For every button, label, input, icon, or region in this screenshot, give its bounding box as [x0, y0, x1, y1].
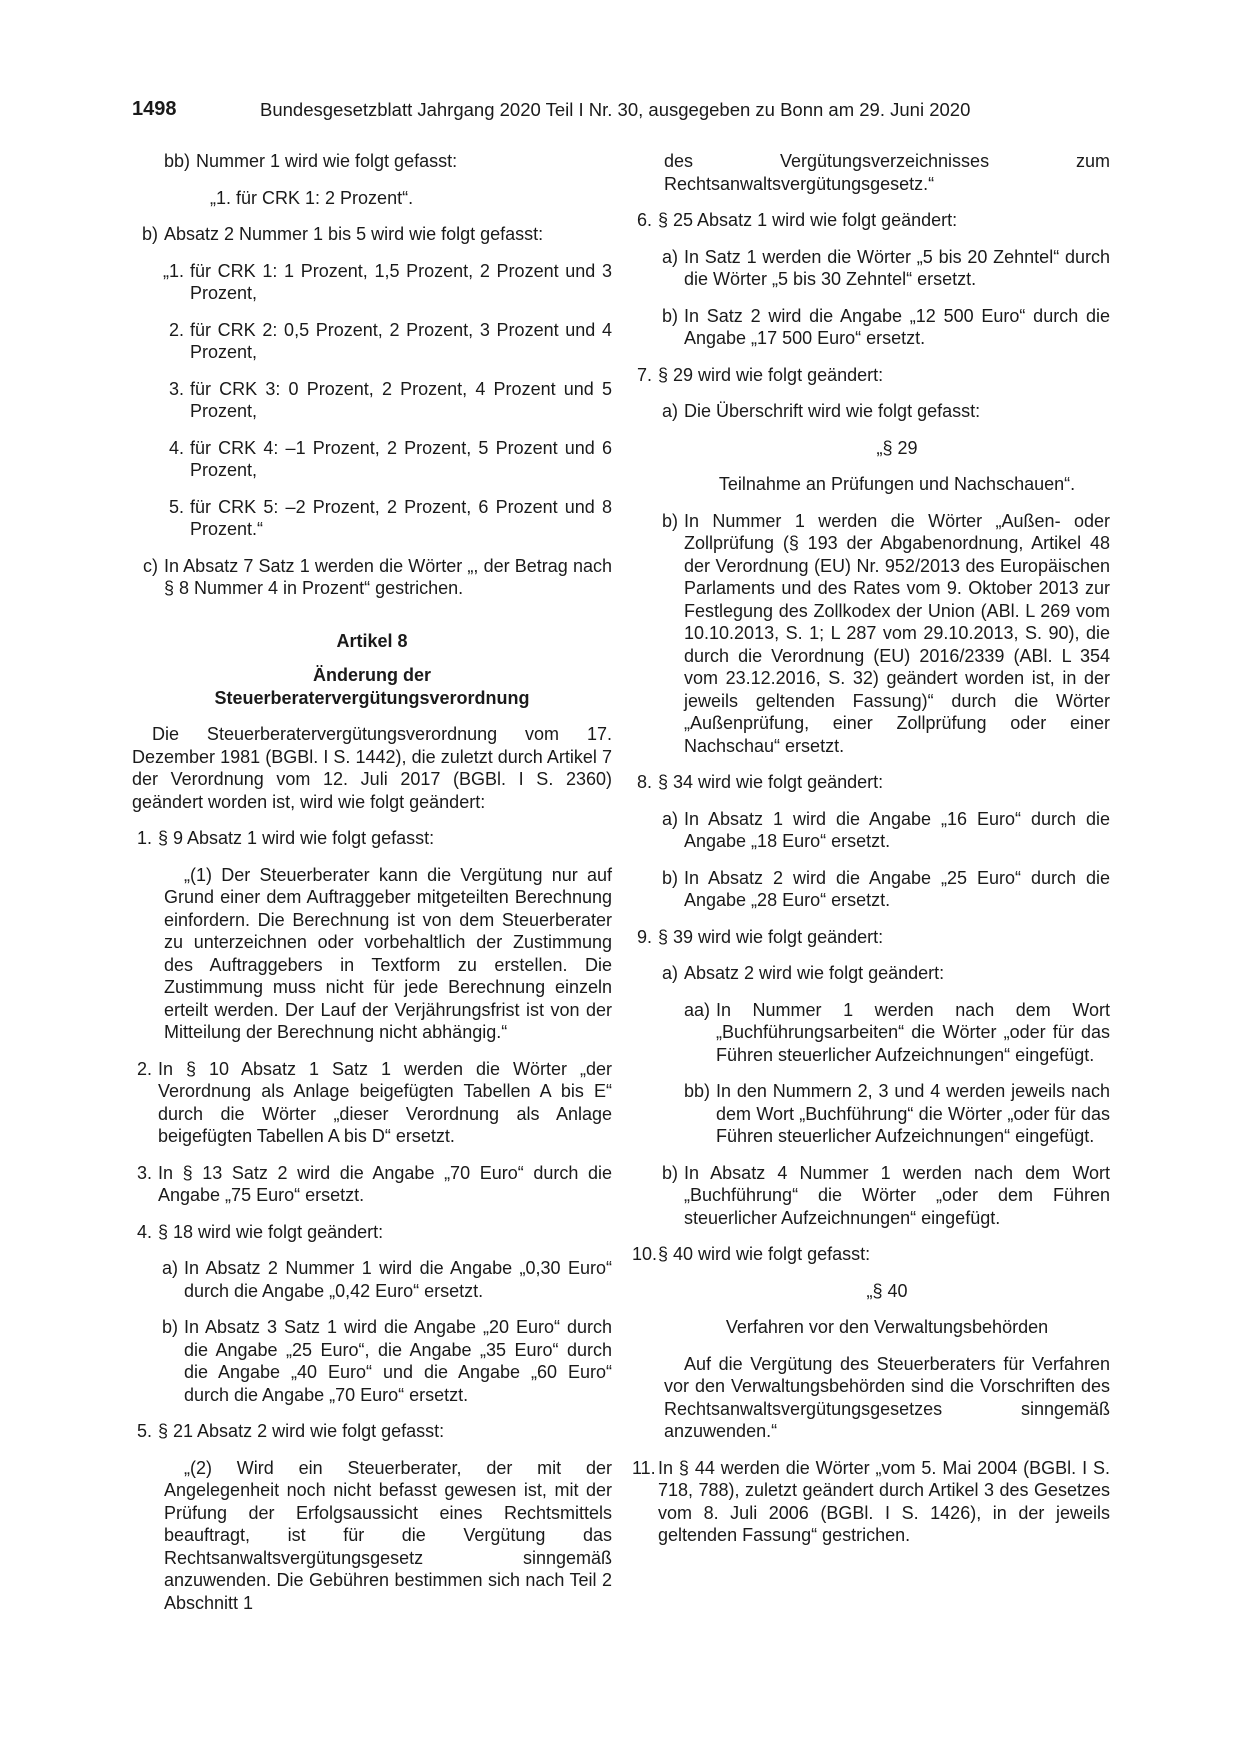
- article-intro: Die Steuerberatervergütungsverordnung vom 17. Dezember 1981 (BGBl. I S. 1442), die zuletzt durch Artikel 7 der Verordnung vom 12. Juli 2017 (BGBl. I S. 2360) geändert worden ist, wird wie folgt geändert:: [132, 724, 612, 812]
- crk-number: 2.: [168, 319, 184, 340]
- crk-item: [132, 319, 612, 364]
- quoted-text: „(1) Der Steuerberater kann die Vergütung nur auf Grund einer dem Auftraggeber mitgeteilten Berechnung einfordern. Die Berechnung ist von dem Steuerberater zu unterzeichnen oder vorbehaltlich der Zustimmung des Auftraggebers in Textform zu erstellen. Die Zustimmung muss nicht für jede Berechnung einzeln erteilt werden. Der Lauf der Verjährungsfrist ist von der Mitteilung der Berechnung nicht abhängig.“: [164, 864, 612, 1042]
- item-text: In Absatz 2 Nummer 1 wird die Angabe „0,30 Euro“ durch die Angabe „0,42 Euro“ ersetzt.: [184, 1258, 612, 1301]
- list-item-8: [632, 771, 1110, 794]
- list-item-c: [132, 555, 612, 600]
- list-item-9: [632, 926, 1110, 949]
- item-label: c): [143, 555, 158, 576]
- item-label: 4.: [136, 1221, 152, 1242]
- item-text: Absatz 2 Nummer 1 bis 5 wird wie folgt gefasst:: [164, 224, 544, 244]
- item-text: § 29 wird wie folgt geändert:: [658, 364, 884, 385]
- list-item-2: [132, 1058, 612, 1148]
- list-item-6: [632, 209, 1110, 232]
- item-label: b): [661, 305, 678, 326]
- quoted-text: „1. für CRK 1: 2 Prozent“.: [210, 187, 414, 208]
- item-text: In Absatz 1 wird die Angabe „16 Euro“ durch die Angabe „18 Euro“ ersetzt.: [684, 808, 1110, 851]
- article-title-line-2: Steuerberatervergütungsverordnung: [214, 687, 530, 708]
- item-label: b): [661, 510, 678, 531]
- item-text: § 39 wird wie folgt geändert:: [658, 926, 884, 947]
- item-text: In § 13 Satz 2 wird die Angabe „70 Euro“ durch die Angabe „75 Euro“ ersetzt.: [158, 1162, 612, 1205]
- quoted-text: Auf die Vergütung des Steuerberaters für Verfahren vor den Verwaltungsbehörden sind die Vorschriften des Rechtsanwaltsvergütungsgesetzes sinngemäß anzuwenden.“: [664, 1353, 1110, 1441]
- item-label: 1.: [136, 828, 152, 848]
- section-title: Verfahren vor den Verwaltungsbehörden: [725, 1317, 1049, 1337]
- item-label: 3.: [136, 1162, 152, 1183]
- list-item-1: [132, 827, 612, 850]
- item-text: In Absatz 4 Nummer 1 werden nach dem Wort „Buchführung“ die Wörter „oder dem Führen steuerlicher Aufzeichnungen“ eingefügt.: [684, 1162, 1110, 1228]
- crk-item: [132, 496, 612, 541]
- crk-number: 4.: [168, 437, 184, 458]
- list-item-9aa: [632, 999, 1110, 1067]
- item-text: In § 10 Absatz 1 Satz 1 werden die Wörter „der Verordnung als Anlage beigefügten Tabellen A bis E“ durch die Wörter „dieser Verordnung als Anlage beigefügten Tabellen A bis D“ ersetzt.: [158, 1058, 612, 1146]
- item-label: 7.: [636, 364, 652, 385]
- list-item-3: [132, 1162, 612, 1207]
- article-heading: Artikel 8: [336, 630, 408, 651]
- item-label: 8.: [636, 772, 652, 792]
- right-column: [632, 150, 1110, 1561]
- item-label: b): [141, 224, 158, 244]
- item-text: In Nummer 1 werden die Wörter „Außen- oder Zollprüfung (§ 193 der Abgabenordnung, Artikel 48 der Verordnung (EU) Nr. 952/2013 des Europäischen Parlaments und des Rates vom 9. Oktober 2013 zur Festlegung des Zollkodex der Union (ABl. L 269 vom 10.10.2013, S. 1; L 287 vom 29.10.2013, S. 90), die durch die Verordnung (EU) 2016/2339 (ABl. L 354 vom 23.12.2016, S. 32) geändert worden ist, in der jeweils geltenden Fassung)“ durch die Wörter „Außenprüfung, einer Zollprüfung oder einer Nachschau“ ersetzt.: [684, 510, 1110, 756]
- item-text: Nummer 1 wird wie folgt gefasst:: [196, 151, 458, 171]
- list-item-6a: [632, 246, 1110, 291]
- list-item-8b: [632, 867, 1110, 912]
- item-label: aa): [684, 999, 711, 1020]
- page-number: 1498: [132, 98, 177, 120]
- crk-text: für CRK 5: –2 Prozent, 2 Prozent, 6 Prozent und 8 Prozent.“: [190, 496, 612, 539]
- item-text: Absatz 2 wird wie folgt geändert:: [684, 963, 945, 983]
- item-label: 6.: [636, 210, 652, 230]
- crk-item: [132, 260, 612, 305]
- crk-item: [132, 437, 612, 482]
- crk-item: [132, 378, 612, 423]
- item-label: bb): [164, 151, 191, 171]
- item-label: 11.: [632, 1457, 656, 1478]
- continued-text: des Vergütungsverzeichnisses zum Rechtsanwaltsvergütungsgesetz.“: [664, 151, 1110, 194]
- left-column: [132, 150, 612, 1614]
- item-text: § 34 wird wie folgt geändert:: [658, 772, 884, 792]
- crk-text: für CRK 1: 1 Prozent, 1,5 Prozent, 2 Prozent und 3 Prozent,: [190, 260, 612, 303]
- list-item-7a: [632, 400, 1110, 423]
- item-text: In § 44 werden die Wörter „vom 5. Mai 2004 (BGBl. I S. 718, 788), zuletzt geändert durch Artikel 3 des Gesetzes vom 8. Juli 2006 (BGBl. I S. 1426), in der jeweils geltenden Fassung“ gestrichen.: [658, 1457, 1110, 1545]
- list-item-9bb: [632, 1080, 1110, 1148]
- crk-text: für CRK 2: 0,5 Prozent, 2 Prozent, 3 Prozent und 4 Prozent,: [190, 319, 612, 362]
- item-label: b): [661, 1162, 678, 1183]
- list-item-10: [632, 1243, 1110, 1266]
- item-label: a): [661, 401, 678, 421]
- item-text: In Satz 1 werden die Wörter „5 bis 20 Zehntel“ durch die Wörter „5 bis 30 Zehntel“ ersetzt.: [684, 246, 1110, 289]
- section-title: Teilnahme an Prüfungen und Nachschauen“.: [718, 474, 1076, 494]
- item-label: a): [661, 246, 678, 267]
- item-label: 2.: [136, 1058, 152, 1079]
- item-text: In Nummer 1 werden nach dem Wort „Buchführungsarbeiten“ die Wörter „oder für das Führen steuerlicher Aufzeichnungen“ eingefügt.: [716, 999, 1110, 1065]
- item-label: b): [661, 867, 678, 888]
- item-text: In Satz 2 wird die Angabe „12 500 Euro“ durch die Angabe „17 500 Euro“ ersetzt.: [684, 305, 1110, 348]
- crk-number: „1.: [162, 260, 184, 281]
- item-text: § 21 Absatz 2 wird wie folgt gefasst:: [158, 1421, 445, 1441]
- item-label: 9.: [636, 926, 652, 947]
- list-item-4b: [132, 1316, 612, 1406]
- item-text: § 9 Absatz 1 wird wie folgt gefasst:: [158, 828, 435, 848]
- list-item-7: [632, 364, 1110, 387]
- crk-text: für CRK 4: –1 Prozent, 2 Prozent, 5 Prozent und 6 Prozent,: [190, 437, 612, 480]
- list-item-9b: [632, 1162, 1110, 1230]
- section-heading: „§ 40: [866, 1280, 908, 1301]
- item-text: § 18 wird wie folgt geändert:: [158, 1221, 384, 1242]
- list-item-9a: [632, 962, 1110, 985]
- section-heading: „§ 29: [876, 437, 918, 458]
- quoted-text: „(2) Wird ein Steuerberater, der mit der Angelegenheit noch nicht befasst gewesen ist, mit der Prüfung der Erfolgsaussicht eines Rechtsmittels beauftragt, ist für die Vergütung das Rechtsanwaltsvergütungsgesetz sinngemäß anzuwenden. Die Gebühren bestimmen sich nach Teil 2 Abschnitt 1: [164, 1457, 612, 1613]
- item-label: a): [661, 808, 678, 829]
- item-label: a): [161, 1258, 178, 1278]
- crk-number: 3.: [168, 378, 184, 399]
- item-text: § 25 Absatz 1 wird wie folgt geändert:: [658, 210, 958, 230]
- item-text: § 40 wird wie folgt gefasst:: [658, 1244, 871, 1264]
- page-header: [132, 98, 1112, 128]
- running-title: Bundesgesetzblatt Jahrgang 2020 Teil I Nr. 30, ausgegeben zu Bonn am 29. Juni 2020: [260, 99, 971, 120]
- list-item-7b: [632, 510, 1110, 758]
- crk-number: 5.: [168, 496, 184, 517]
- list-item-6b: [632, 305, 1110, 350]
- item-text: In Absatz 3 Satz 1 wird die Angabe „20 Euro“ durch die Angabe „25 Euro“, die Angabe „35 Euro“ durch die Angabe „40 Euro“ und die Angabe „60 Euro“ durch die Angabe „70 Euro“ ersetzt.: [184, 1317, 612, 1405]
- item-text: In den Nummern 2, 3 und 4 werden jeweils nach dem Wort „Buchführung“ die Wörter „oder für das Führen steuerlicher Aufzeichnungen“ eingefügt.: [716, 1081, 1110, 1146]
- item-text: In Absatz 7 Satz 1 werden die Wörter „, der Betrag nach § 8 Nummer 4 in Prozent“ gestrichen.: [164, 555, 612, 598]
- item-text: In Absatz 2 wird die Angabe „25 Euro“ durch die Angabe „28 Euro“ ersetzt.: [684, 867, 1110, 910]
- list-item-5: [132, 1420, 612, 1443]
- item-label: 10.: [632, 1244, 658, 1264]
- item-label: a): [661, 963, 678, 983]
- crk-text: für CRK 3: 0 Prozent, 2 Prozent, 4 Prozent und 5 Prozent,: [190, 378, 612, 421]
- item-text: Die Überschrift wird wie folgt gefasst:: [684, 401, 981, 421]
- article-title-line-1: Änderung der: [312, 665, 431, 685]
- list-item-4a: [132, 1257, 612, 1302]
- list-item-4: [132, 1221, 612, 1244]
- list-item-11: [632, 1457, 1110, 1547]
- list-item-b: [132, 223, 612, 246]
- item-label: 5.: [136, 1421, 152, 1441]
- list-item-bb: [132, 150, 612, 173]
- item-label: b): [161, 1317, 178, 1337]
- list-item-8a: [632, 808, 1110, 853]
- item-label: bb): [684, 1081, 711, 1101]
